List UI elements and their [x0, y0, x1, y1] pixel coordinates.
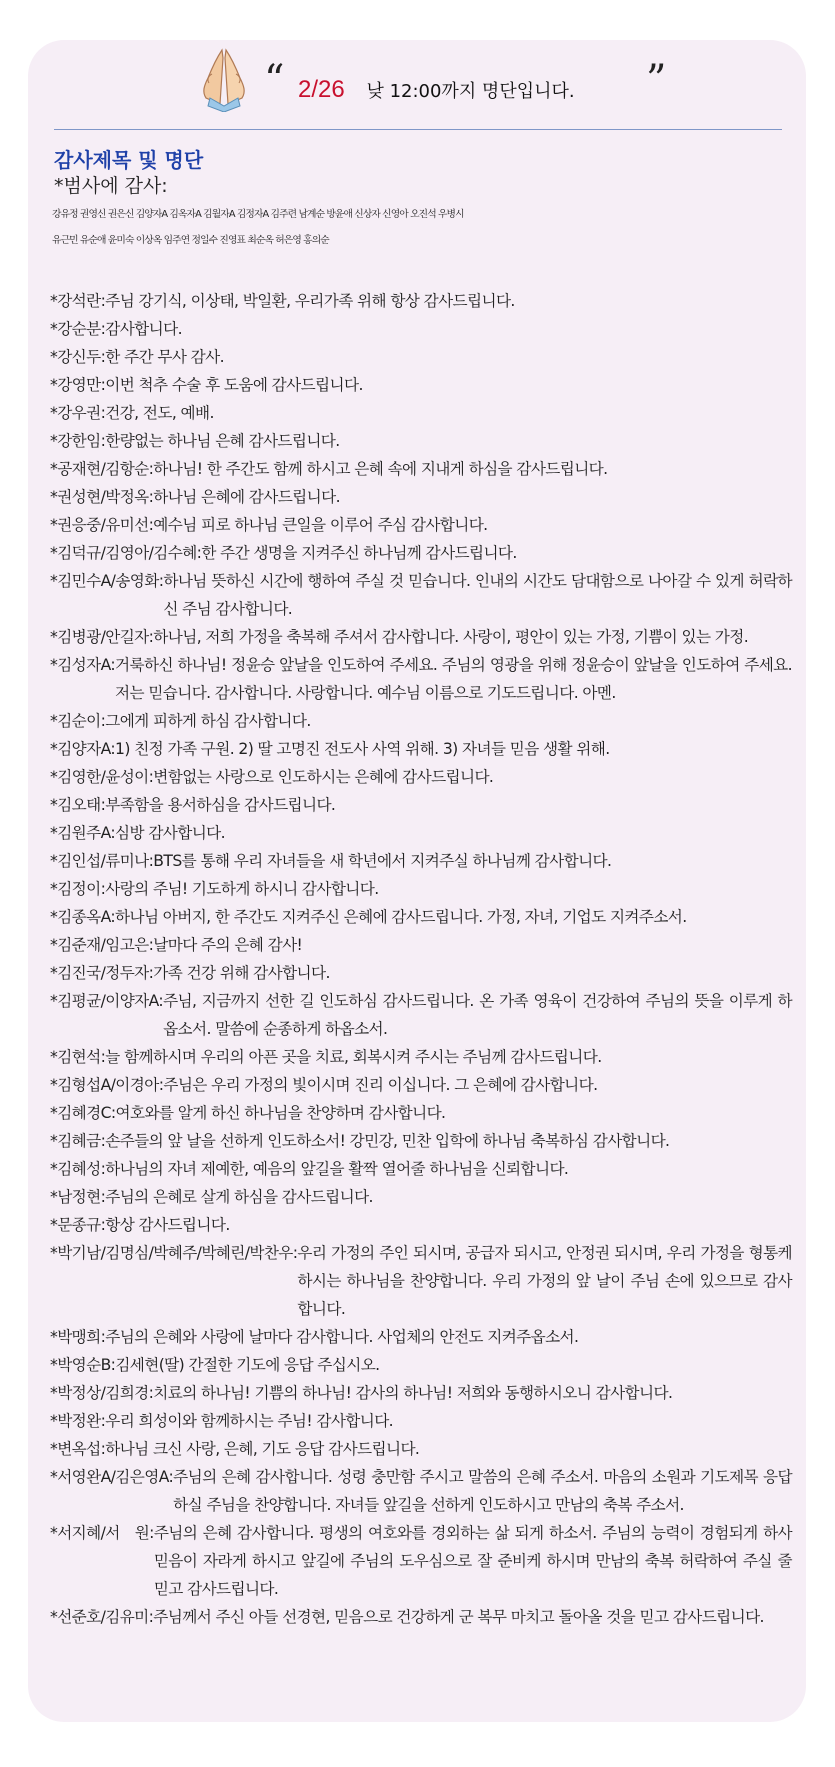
entry-text: 이번 척추 수술 후 도움에 감사드립니다.: [105, 376, 363, 394]
entry-text: 거룩하신 하나님! 정윤승 앞날을 인도하여 주세요. 주님의 영광을 위해 정윤승이 앞날을 인도하여 주세요. 저는 믿습니다. 감사합니다. 사랑합니다. 예수님 이름으로 기도드립니다. 아멘.: [115, 656, 792, 702]
thanksgiving-entry: [50, 875, 792, 903]
thanksgiving-entry: [50, 371, 792, 399]
entry-text: 심방 감사합니다.: [115, 824, 226, 842]
entry-name: *김정이:: [50, 880, 106, 898]
entry-name: *권응중/유미선:: [50, 516, 154, 534]
entry-name: *박맹희:: [50, 1328, 106, 1346]
open-quote-mark: “: [264, 57, 285, 103]
entry-text: 건강, 전도, 예배.: [105, 404, 214, 422]
thanksgiving-entry: [50, 315, 792, 343]
subheading-thanks-in-all: *범사에 감사:: [54, 175, 168, 197]
entry-name: *강우권:: [50, 404, 106, 422]
entry-text: 하나님의 자녀 제예한, 예음의 앞길을 활짝 열어줄 하나님을 신뢰합니다.: [105, 1160, 569, 1178]
entry-name: *공재현/김항순:: [50, 460, 154, 478]
entry-name: *강순분:: [50, 320, 106, 338]
entry-name: *김인섭/류미나:: [50, 852, 154, 870]
entry-text: 우리 가정의 주인 되시며, 공급자 되시고, 안정권 되시며, 우리 가정을 형통케 하시는 하나님을 찬양합니다. 우리 가정의 앞 날이 주님 손에 있으므로 감사합니다.: [297, 1244, 792, 1318]
entry-name: *강신두:: [50, 348, 106, 366]
entry-text: BTS를 통해 우리 자녀들을 새 학년에서 지켜주실 하나님께 감사합니다.: [153, 852, 612, 870]
thanksgiving-entry: [50, 1239, 792, 1323]
announcement-date: 2/26: [298, 76, 345, 103]
entry-text: 한량없는 하나님 은혜 감사드립니다.: [105, 432, 340, 450]
divider: [54, 129, 782, 130]
thanksgiving-entry: [50, 819, 792, 847]
thanksgiving-entry: [50, 1043, 792, 1071]
entry-text: 여호와를 알게 하신 하나님을 찬양하며 감사합니다.: [115, 1104, 446, 1122]
entry-name: *강한임:: [50, 432, 106, 450]
thanksgiving-entry: [50, 567, 792, 623]
entry-text: 치료의 하나님! 기쁨의 하나님! 감사의 하나님! 저희와 동행하시오니 감사합니다.: [153, 1384, 673, 1402]
thanksgiving-entry: [50, 539, 792, 567]
entry-name: *강석란:: [50, 292, 106, 310]
thanksgiving-entry: [50, 651, 792, 707]
thanksgiving-entry: [50, 1519, 792, 1603]
entry-name: *김덕규/김영아/김수혜:: [50, 544, 202, 562]
announcement: [298, 76, 575, 104]
entry-name: *남정현:: [50, 1188, 106, 1206]
thanksgiving-entry: [50, 1603, 792, 1631]
thanksgiving-entry: [50, 1127, 792, 1155]
entry-name: *김원주A:: [50, 824, 116, 842]
thanksgiving-entry: [50, 931, 792, 959]
entry-text: 한 주간 생명을 지켜주신 하나님께 감사드립니다.: [201, 544, 517, 562]
entry-text: 하나님! 한 주간도 함께 하시고 은혜 속에 지내게 하심을 감사드립니다.: [153, 460, 608, 478]
announcement-text: 낮 12:00까지 명단입니다.: [366, 81, 575, 102]
thanksgiving-entry: [50, 987, 792, 1043]
entry-text: 변함없는 사랑으로 인도하시는 은혜에 감사드립니다.: [153, 768, 494, 786]
thanksgiving-entry: [50, 707, 792, 735]
entry-name: *김병광/안길자:: [50, 628, 154, 646]
entry-text: 감사합니다.: [105, 320, 182, 338]
thanksgiving-entry: [50, 1099, 792, 1127]
thanksgiving-entry: [50, 1463, 792, 1519]
entry-name: *김혜금:: [50, 1132, 106, 1150]
entry-name: *김순이:: [50, 712, 106, 730]
thanksgiving-entry: [50, 511, 792, 539]
thanksgiving-entry: [50, 483, 792, 511]
entry-name: *서지혜/서 원:: [50, 1524, 154, 1542]
thanksgiving-entry: [50, 847, 792, 875]
thanksgiving-entry: [50, 1379, 792, 1407]
thanksgiving-entry: [50, 399, 792, 427]
entry-text: 주님의 은혜 감사합니다. 성령 충만함 주시고 말씀의 은혜 주소서. 마음의 소원과 기도제목 응답하실 주님을 찬양합니다. 자녀들 앞길을 선하게 인도하시고 만남의 축복 주소서.: [173, 1468, 792, 1514]
thanksgiving-entry: [50, 427, 792, 455]
entry-text: 부족함을 용서하심을 감사드립니다.: [105, 796, 336, 814]
entry-text: 하나님, 저희 가정을 축복해 주셔서 감사합니다. 사랑이, 평안이 있는 가정, 기쁨이 있는 가정.: [153, 628, 749, 646]
entry-name: *박영순B:: [50, 1356, 116, 1374]
entry-name: *서영완A/김은영A:: [50, 1468, 174, 1486]
close-quote-mark: ”: [646, 57, 667, 103]
entry-text: 하나님 은혜에 감사드립니다.: [153, 488, 340, 506]
entry-name: *김형섭A/이경아:: [50, 1076, 164, 1094]
entry-text: 한 주간 무사 감사.: [105, 348, 224, 366]
prayer-list-card: [28, 40, 806, 1722]
entry-name: *강영만:: [50, 376, 106, 394]
entry-name: *김영한/윤성이:: [50, 768, 154, 786]
entry-text: 주님께서 주신 아들 선경현, 믿음으로 건강하게 군 복무 마치고 돌아올 것을 믿고 감사드립니다.: [153, 1608, 764, 1626]
thanksgiving-entry: [50, 623, 792, 651]
names-list: [52, 202, 812, 254]
entry-name: *김민수A/송영화:: [50, 572, 164, 590]
entry-name: *김평균/이양자A:: [50, 992, 164, 1010]
thanksgiving-entries: [50, 287, 792, 1631]
entry-text: 주님, 지금까지 선한 길 인도하심 감사드립니다. 온 가족 영육이 건강하여 주님의 뜻을 이루게 하옵소서. 말씀에 순종하게 하옵소서.: [163, 992, 792, 1038]
entry-text: 주님의 은혜 감사합니다. 평생의 여호와를 경외하는 삶 되게 하소서. 주님의 능력이 경험되게 하사 믿음이 자라게 하시고 앞길에 주님의 도우심으로 잘 준비케 하시며 만남의 축복 허락하여 주실 줄 믿고 감사드립니다.: [153, 1524, 792, 1598]
header: [28, 40, 806, 130]
thanksgiving-entry: [50, 903, 792, 931]
entry-text: 주님의 은혜와 사랑에 날마다 감사합니다. 사업체의 안전도 지켜주옵소서.: [105, 1328, 579, 1346]
entry-text: 가족 건강 위해 감사합니다.: [153, 964, 330, 982]
entry-text: 항상 감사드립니다.: [105, 1216, 230, 1234]
thanksgiving-entry: [50, 1323, 792, 1351]
entry-text: 김세현(딸) 간절한 기도에 응답 주십시오.: [115, 1356, 380, 1374]
names-line: 강유정 권영신 권은신 김양자A 김옥자A 김월자A 김정자A 김주련 남계순 방윤애 신상자 신영아 오진석 우병시: [52, 209, 464, 220]
entry-text: 주님의 은혜로 살게 하심을 감사드립니다.: [105, 1188, 373, 1206]
thanksgiving-entry: [50, 343, 792, 371]
entry-text: 주님은 우리 가정의 빛이시며 진리 이십니다. 그 은혜에 감사합니다.: [163, 1076, 598, 1094]
entry-name: *박정상/김희경:: [50, 1384, 154, 1402]
entry-text: 우리 희성이와 함께하시는 주님! 감사합니다.: [105, 1412, 394, 1430]
thanksgiving-entry: [50, 1071, 792, 1099]
thanksgiving-entry: [50, 1435, 792, 1463]
names-line: 유근민 유순애 윤미숙 이상옥 임주연 정일수 진영표 최순옥 허은영 홍의순: [52, 235, 329, 246]
thanksgiving-entry: [50, 959, 792, 987]
thanksgiving-entry: [50, 763, 792, 791]
thanksgiving-entry: [50, 1351, 792, 1379]
entry-text: 손주들의 앞 날을 선하게 인도하소서! 강민강, 민찬 입학에 하나님 축복하심 감사합니다.: [105, 1132, 670, 1150]
entry-text: 하나님 뜻하신 시간에 행하여 주실 것 믿습니다. 인내의 시간도 담대함으로 나아갈 수 있게 허락하신 주님 감사합니다.: [163, 572, 792, 618]
entry-name: *변옥섭:: [50, 1440, 106, 1458]
entry-name: *김오태:: [50, 796, 106, 814]
thanksgiving-entry: [50, 1211, 792, 1239]
thanksgiving-entry: [50, 1155, 792, 1183]
entry-text: 1) 친정 가족 구원. 2) 딸 고명진 전도사 사역 위해. 3) 자녀들 믿음 생활 위해.: [115, 740, 610, 758]
entry-name: *선준호/김유미:: [50, 1608, 154, 1626]
thanksgiving-entry: [50, 455, 792, 483]
entry-name: *김양자A:: [50, 740, 116, 758]
thanksgiving-entry: [50, 791, 792, 819]
entry-text: 하나님 크신 사랑, 은혜, 기도 응답 감사드립니다.: [105, 1440, 420, 1458]
entry-text: 사랑의 주님! 기도하게 하시니 감사합니다.: [105, 880, 379, 898]
entry-name: *김성자A:: [50, 656, 116, 674]
entry-name: *김종옥A:: [50, 908, 116, 926]
entry-name: *문종규:: [50, 1216, 106, 1234]
entry-text: 날마다 주의 은혜 감사!: [153, 936, 303, 954]
praying-hands-icon: [196, 46, 252, 112]
section-title: 감사제목 및 명단: [54, 148, 204, 172]
entry-text: 늘 함께하시며 우리의 아픈 곳을 치료, 회복시켜 주시는 주님께 감사드립니다.: [105, 1048, 602, 1066]
entry-name: *권성현/박정옥:: [50, 488, 154, 506]
thanksgiving-entry: [50, 287, 792, 315]
entry-text: 주님 강기식, 이상태, 박일환, 우리가족 위해 항상 감사드립니다.: [105, 292, 515, 310]
entry-name: *김현석:: [50, 1048, 106, 1066]
entry-name: *박기남/김명심/박혜주/박혜린/박찬우:: [50, 1244, 298, 1262]
thanksgiving-entry: [50, 735, 792, 763]
entry-name: *김준재/임고은:: [50, 936, 154, 954]
entry-name: *김혜성:: [50, 1160, 106, 1178]
entry-name: *박정완:: [50, 1412, 106, 1430]
entry-name: *김혜경C:: [50, 1104, 116, 1122]
entry-text: 예수님 피로 하나님 큰일을 이루어 주심 감사합니다.: [153, 516, 488, 534]
entry-name: *김진국/정두자:: [50, 964, 154, 982]
entry-text: 하나님 아버지, 한 주간도 지켜주신 은혜에 감사드립니다. 가정, 자녀, 기업도 지켜주소서.: [115, 908, 687, 926]
entry-text: 그에게 피하게 하심 감사합니다.: [105, 712, 311, 730]
thanksgiving-entry: [50, 1407, 792, 1435]
thanksgiving-entry: [50, 1183, 792, 1211]
